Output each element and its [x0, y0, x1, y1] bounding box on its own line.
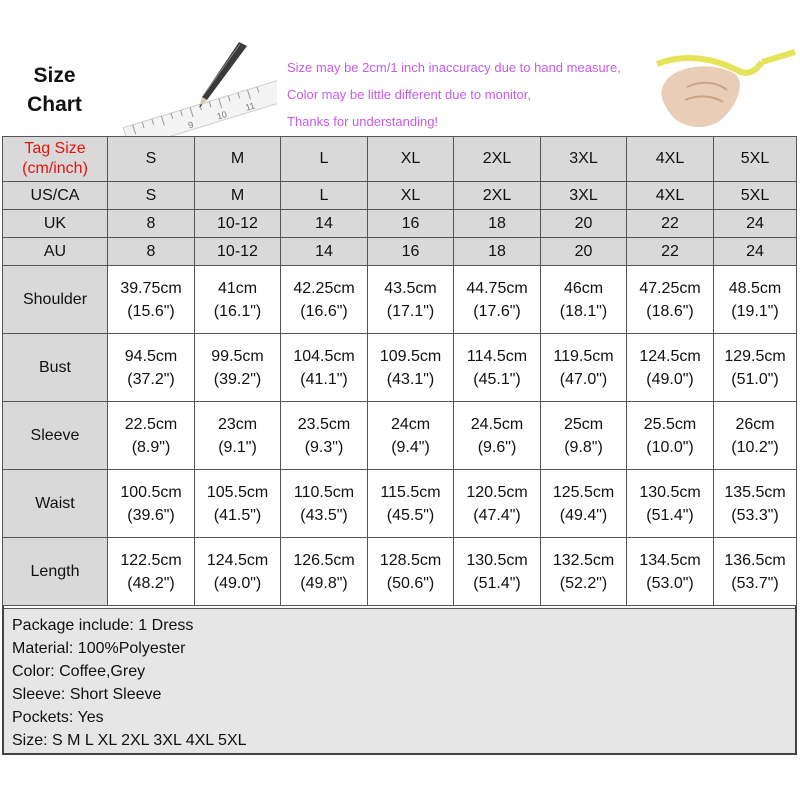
value-inch: (9.4") [391, 438, 430, 456]
measurement-cell [108, 334, 195, 402]
value-inch: (53.3") [731, 506, 779, 524]
value-cm: 104.5cm [293, 347, 355, 365]
measurement-cell [281, 266, 368, 334]
value-inch: (39.6") [127, 506, 175, 524]
measurement-cell [454, 402, 541, 470]
size-cell: L [281, 182, 368, 210]
note-line-3: Thanks for understanding! [287, 114, 439, 129]
value-cm: 24.5cm [470, 415, 524, 433]
measurement-cell [108, 266, 195, 334]
size-cell: 4XL [627, 182, 714, 210]
value-cm: 23.5cm [297, 415, 351, 433]
value-inch: (48.2") [127, 574, 175, 592]
value-cm: 94.5cm [124, 347, 178, 365]
value-cm: 128.5cm [379, 551, 442, 569]
value-inch: (8.9") [131, 438, 171, 456]
row-label: Bust [3, 334, 108, 402]
value-cm: 46cm [563, 279, 604, 297]
size-cell: 10-12 [195, 210, 281, 238]
info-package: Package include: 1 Dress [12, 617, 194, 634]
measurement-cell [108, 402, 195, 470]
value-inch: (19.1") [731, 302, 779, 320]
row-label: AU [3, 238, 108, 266]
measurement-cell [541, 470, 627, 538]
measurement-row-bust [3, 334, 797, 402]
value-inch: (18.6") [646, 302, 694, 320]
size-cell: 16 [368, 238, 454, 266]
measurement-row-waist [3, 470, 797, 538]
note-line-1: Size may be 2cm/1 inch inaccuracy due to hand measure, [287, 60, 621, 75]
value-inch: (45.1") [473, 370, 521, 388]
measurement-cell [195, 402, 281, 470]
value-inch: (9.6") [477, 438, 517, 456]
measurement-row-sleeve [3, 402, 797, 470]
value-cm: 109.5cm [379, 347, 442, 365]
value-cm: 130.5cm [466, 551, 528, 569]
value-cm: 124.5cm [206, 551, 269, 569]
measurement-cell [195, 334, 281, 402]
size-cell: 14 [281, 238, 368, 266]
size-row-uk [3, 210, 797, 238]
measurement-cell [541, 334, 627, 402]
size-cell: 5XL [714, 182, 797, 210]
measurement-cell [454, 334, 541, 402]
value-inch: (49.4") [559, 506, 608, 524]
value-cm: 25cm [563, 415, 604, 433]
value-inch: (10.2") [731, 438, 779, 456]
size-cell: XL [368, 137, 454, 182]
ruler-digit-10: 10 [215, 109, 229, 122]
size-cell: 24 [714, 210, 797, 238]
value-inch: (16.6") [300, 302, 348, 320]
value-inch: (43.1") [386, 370, 435, 388]
measurement-cell [627, 470, 714, 538]
size-cell: 2XL [454, 182, 541, 210]
measurement-cell [627, 402, 714, 470]
value-cm: 47.25cm [639, 279, 701, 297]
value-cm: 130.5cm [639, 483, 701, 501]
measurement-cell [627, 266, 714, 334]
value-cm: 41cm [217, 279, 258, 297]
size-cell: 4XL [627, 137, 714, 182]
value-cm: 136.5cm [724, 551, 786, 569]
measurement-cell [714, 334, 797, 402]
measurement-row-shoulder [3, 266, 797, 334]
measurement-cell [368, 402, 454, 470]
measurement-cell [627, 334, 714, 402]
value-cm: 43.5cm [384, 279, 437, 297]
value-cm: 114.5cm [466, 347, 528, 365]
value-cm: 39.75cm [120, 279, 182, 297]
size-cell: L [281, 137, 368, 182]
value-cm: 125.5cm [552, 483, 615, 501]
size-cell: 8 [108, 210, 195, 238]
measurement-cell [714, 538, 797, 606]
value-cm: 132.5cm [552, 551, 615, 569]
measurement-cell [541, 266, 627, 334]
row-label: US/CA [3, 182, 108, 210]
product-info-panel [2, 608, 797, 755]
banner-notes [287, 54, 621, 135]
info-pockets: Pockets: Yes [12, 709, 104, 726]
measurement-cell [368, 266, 454, 334]
size-cell: 22 [627, 210, 714, 238]
value-inch: (17.6") [473, 302, 521, 320]
value-cm: 122.5cm [120, 551, 182, 569]
value-inch: (49.8") [300, 574, 348, 592]
info-color: Color: Coffee,Grey [12, 663, 146, 680]
measurement-cell [281, 402, 368, 470]
measurement-cell [541, 402, 627, 470]
size-cell: 20 [541, 238, 627, 266]
value-cm: 22.5cm [124, 415, 178, 433]
value-cm: 26cm [735, 415, 775, 433]
value-cm: 129.5cm [724, 347, 786, 365]
size-chart-title: Size Chart [2, 42, 108, 137]
size-cell: 5XL [714, 137, 797, 182]
value-cm: 44.75cm [466, 279, 528, 297]
tag-size-row [3, 137, 797, 182]
measurement-cell [541, 538, 627, 606]
measurement-cell [281, 538, 368, 606]
size-cell: M [195, 182, 281, 210]
value-cm: 99.5cm [211, 347, 264, 365]
value-inch: (41.1") [300, 370, 348, 388]
value-inch: (39.2") [213, 370, 262, 388]
size-cell: 3XL [541, 182, 627, 210]
value-inch: (18.1") [559, 302, 608, 320]
measurement-cell [714, 402, 797, 470]
value-inch: (49.0") [646, 370, 694, 388]
size-cell: 20 [541, 210, 627, 238]
size-cell: XL [368, 182, 454, 210]
value-cm: 134.5cm [639, 551, 701, 569]
value-cm: 24cm [390, 415, 431, 433]
size-cell: M [195, 137, 281, 182]
size-cell: 3XL [541, 137, 627, 182]
value-cm: 126.5cm [293, 551, 355, 569]
info-sleeve: Sleeve: Short Sleeve [12, 686, 162, 703]
measurement-cell [195, 538, 281, 606]
measurement-cell [195, 266, 281, 334]
value-cm: 23cm [217, 415, 258, 433]
info-size: Size: S M L XL 2XL 3XL 4XL 5XL [12, 732, 247, 749]
measurement-cell [714, 470, 797, 538]
value-inch: (47.4") [473, 506, 521, 524]
size-cell: S [108, 137, 195, 182]
row-label: Sleeve [3, 402, 108, 470]
value-inch: (9.8") [564, 438, 603, 456]
value-inch: (45.5") [386, 506, 435, 524]
value-cm: 105.5cm [206, 483, 269, 501]
value-inch: (51.0") [731, 370, 779, 388]
value-inch: (53.7") [731, 574, 779, 592]
value-cm: 110.5cm [293, 483, 355, 501]
measurement-cell [714, 266, 797, 334]
value-inch: (9.3") [304, 438, 344, 456]
measurement-cell [108, 538, 195, 606]
info-material: Material: 100%Polyester [12, 640, 186, 657]
measurement-cell [454, 470, 541, 538]
value-cm: 42.25cm [293, 279, 355, 297]
measurement-cell [108, 470, 195, 538]
value-inch: (53.0") [646, 574, 694, 592]
value-cm: 48.5cm [728, 279, 782, 297]
ruler-digit-9: 9 [186, 119, 195, 131]
size-cell: 10-12 [195, 238, 281, 266]
value-inch: (51.4") [646, 506, 694, 524]
value-cm: 100.5cm [120, 483, 182, 501]
value-cm: 115.5cm [380, 483, 441, 501]
value-inch: (15.6") [127, 302, 175, 320]
measurement-cell [627, 538, 714, 606]
value-inch: (43.5") [300, 506, 348, 524]
size-cell: 14 [281, 210, 368, 238]
size-cell: 2XL [454, 137, 541, 182]
measurement-cell [368, 470, 454, 538]
measurement-cell [195, 470, 281, 538]
pen-ruler-illustration [107, 42, 277, 137]
value-cm: 25.5cm [643, 415, 697, 433]
value-inch: (9.1") [218, 438, 257, 456]
value-inch: (50.6") [386, 574, 435, 592]
value-cm: 119.5cm [553, 347, 614, 365]
tag-size-label: Tag Size (cm/inch) [3, 137, 108, 182]
row-label: Waist [3, 470, 108, 538]
ruler-digit-11: 11 [244, 100, 257, 113]
measurement-cell [368, 538, 454, 606]
measurement-cell [281, 470, 368, 538]
value-inch: (37.2") [127, 370, 175, 388]
value-inch: (41.5") [213, 506, 262, 524]
size-chart-table [2, 136, 797, 606]
measurement-row-length [3, 538, 797, 606]
value-inch: (52.2") [559, 574, 608, 592]
value-cm: 124.5cm [639, 347, 701, 365]
measurement-cell [281, 334, 368, 402]
row-label: UK [3, 210, 108, 238]
value-cm: 120.5cm [466, 483, 528, 501]
size-cell: 18 [454, 210, 541, 238]
measurement-cell [454, 266, 541, 334]
size-cell: 8 [108, 238, 195, 266]
size-cell: 22 [627, 238, 714, 266]
value-cm: 135.5cm [724, 483, 786, 501]
value-inch: (51.4") [473, 574, 521, 592]
measurement-cell [368, 334, 454, 402]
note-line-2: Color may be little different due to monitor, [287, 87, 531, 102]
row-label: Length [3, 538, 108, 606]
size-cell: S [108, 182, 195, 210]
value-inch: (10.0") [646, 438, 694, 456]
size-row-au [3, 238, 797, 266]
size-row-us [3, 182, 797, 210]
size-cell: 16 [368, 210, 454, 238]
size-cell: 18 [454, 238, 541, 266]
value-inch: (47.0") [559, 370, 608, 388]
value-inch: (17.1") [386, 302, 435, 320]
size-cell: 24 [714, 238, 797, 266]
value-inch: (49.0") [213, 574, 262, 592]
header-banner [107, 42, 797, 137]
measurement-cell [454, 538, 541, 606]
row-label: Shoulder [3, 266, 108, 334]
hand-tape-measure-illustration [647, 42, 797, 137]
value-inch: (16.1") [213, 302, 262, 320]
